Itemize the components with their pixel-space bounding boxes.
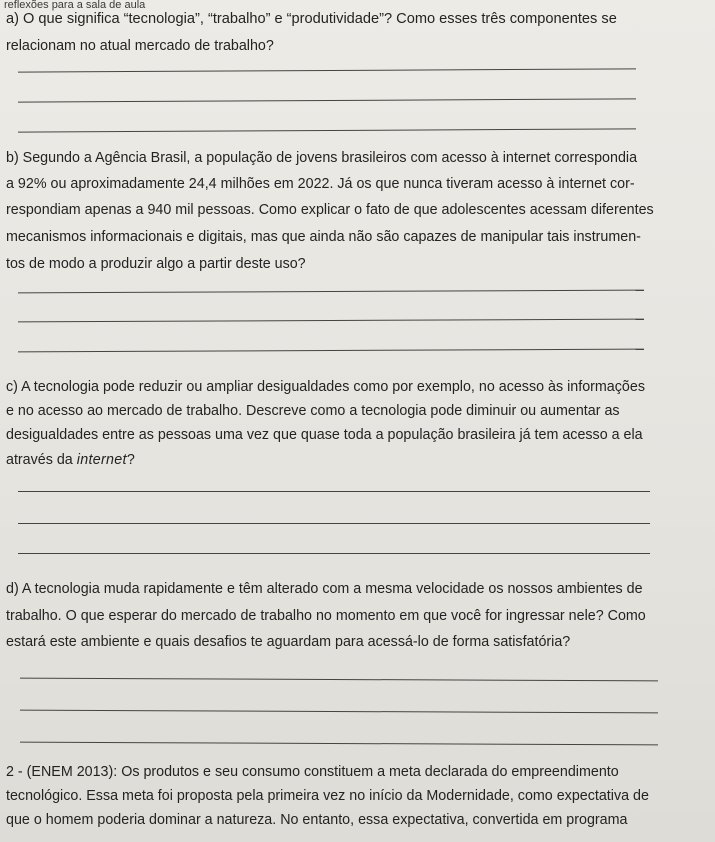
question-c-line-3: desigualdades entre as pessoas uma vez que quase toda a população brasileira já tem acesso a ela — [6, 427, 643, 443]
question-a-line-2: relacionam no atual mercado de trabalho? — [6, 38, 274, 54]
question-d-line-3: estará este ambiente e quais desafios te aguardam para acessá-lo de forma satisfatória? — [6, 634, 571, 650]
answer-line[interactable] — [18, 319, 644, 323]
answer-line[interactable] — [18, 128, 636, 132]
answer-line[interactable] — [18, 98, 636, 102]
question-b-line-2: a 92% ou aproximadamente 24,4 milhões em 2022. Já os que nunca tiveram acesso à internet cor- — [6, 176, 635, 192]
question-b-line-3: respondiam apenas a 940 mil pessoas. Como explicar o fato de que adolescentes acessam diferentes — [6, 202, 654, 218]
answer-line[interactable] — [18, 491, 650, 492]
question-b-line-4: mecanismos informacionais e digitais, mas que ainda não são capazes de manipular tais instrumen- — [6, 229, 641, 245]
answer-line[interactable] — [18, 349, 644, 353]
header-fragment: reflexões para a sala de aula — [4, 0, 146, 11]
question-c-line-4 — [6, 451, 135, 469]
internet-term: internet — [76, 452, 127, 468]
question-c-line-1: c) A tecnologia pode reduzir ou ampliar desigualdades como por exemplo, no acesso às informações — [6, 379, 645, 395]
question-b-line-5: tos de modo a produzir algo a partir deste uso? — [6, 256, 306, 272]
answer-line[interactable] — [20, 710, 658, 714]
question-b-line-1: b) Segundo a Agência Brasil, a população de jovens brasileiros com acesso à internet correspondia — [6, 150, 638, 166]
question-c-line-2: e no acesso ao mercado de trabalho. Descreve como a tecnologia pode diminuir ou aumentar as — [6, 403, 620, 419]
question-c-suffix: ? — [126, 452, 135, 468]
answer-line[interactable] — [18, 290, 644, 294]
question-2-line-2: tecnológico. Essa meta foi proposta pela primeira vez no início da Modernidade, como expectativa de — [6, 788, 649, 804]
answer-line[interactable] — [20, 678, 658, 682]
question-d-line-2: trabalho. O que esperar do mercado de trabalho no momento em que você for ingressar nele? Como — [6, 608, 646, 624]
question-c-prefix: através da — [6, 452, 77, 468]
question-2-line-3: que o homem poderia dominar a natureza. No entanto, essa expectativa, convertida em programa — [6, 812, 628, 828]
answer-line[interactable] — [18, 523, 650, 524]
answer-line[interactable] — [18, 553, 650, 554]
answer-line[interactable] — [18, 68, 636, 72]
question-2-line-1: 2 - (ENEM 2013): Os produtos e seu consumo constituem a meta declarada do empreendimento — [6, 764, 619, 780]
answer-line[interactable] — [20, 742, 658, 746]
question-d-line-1: d) A tecnologia muda rapidamente e têm alterado com a mesma velocidade os nossos ambientes de — [6, 581, 643, 597]
question-a-line-1: a) O que significa “tecnologia”, “trabalho” e “produtividade”? Como esses três componentes se — [6, 11, 617, 27]
